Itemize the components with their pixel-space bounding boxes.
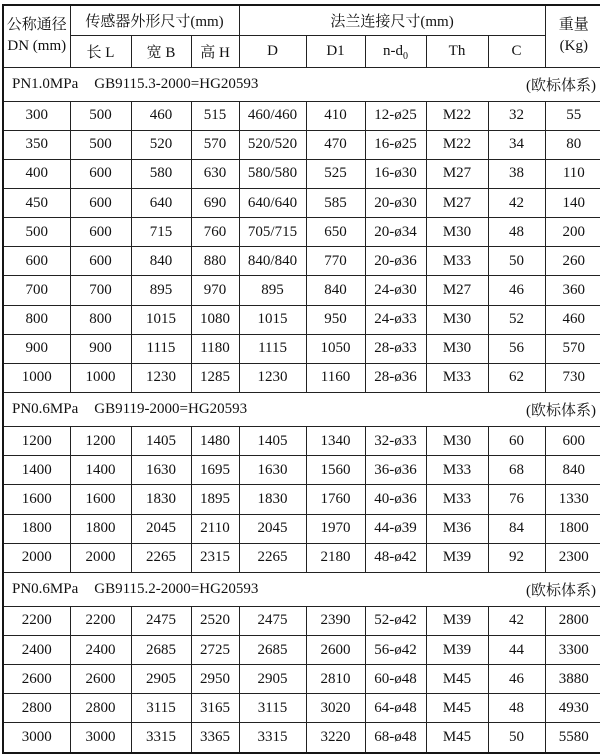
table-cell: 52-ø42 — [365, 606, 426, 635]
header-weight-line1: 重量 — [558, 16, 589, 33]
table-cell: 580 — [131, 159, 191, 188]
table-cell: 2475 — [239, 606, 306, 635]
table-cell: 570 — [545, 334, 600, 363]
table-cell: 2800 — [545, 606, 600, 635]
table-cell: 900 — [70, 334, 131, 363]
table-row — [3, 723, 600, 753]
table-cell: 700 — [70, 276, 131, 305]
table-row — [3, 456, 600, 485]
table-cell: 600 — [70, 188, 131, 217]
table-cell: M22 — [426, 130, 488, 159]
table-cell: 260 — [545, 247, 600, 276]
header-weight — [545, 5, 600, 67]
section-pressure-label: PN0.6MPa — [12, 401, 79, 418]
header-col-nd0 — [365, 35, 426, 67]
table-cell: 2315 — [191, 543, 239, 572]
table-cell: 500 — [70, 101, 131, 130]
table-cell: 2110 — [191, 514, 239, 543]
table-cell: 2475 — [131, 606, 191, 635]
table-cell: 840 — [131, 247, 191, 276]
section-standard-label: GB9119-2000=HG20593 — [94, 401, 248, 418]
table-row — [3, 130, 600, 159]
table-cell: 84 — [488, 514, 545, 543]
table-cell: 1340 — [306, 427, 365, 456]
table-cell: 515 — [191, 101, 239, 130]
table-cell: M45 — [426, 694, 488, 723]
table-cell: 880 — [191, 247, 239, 276]
table-cell: 650 — [306, 218, 365, 247]
header-row-groups — [3, 5, 600, 35]
section-note-label: (欧标体系) — [526, 582, 597, 599]
section-header-row — [3, 572, 600, 606]
header-row-columns — [3, 35, 600, 67]
table-cell: 3115 — [239, 694, 306, 723]
table-cell: M33 — [426, 363, 488, 392]
table-cell: M39 — [426, 606, 488, 635]
table-row — [3, 427, 600, 456]
table-cell: 715 — [131, 218, 191, 247]
header-dn-line2: DN (mm) — [7, 38, 67, 55]
table-cell: 50 — [488, 247, 545, 276]
table-cell: 2520 — [191, 606, 239, 635]
table-cell: 1080 — [191, 305, 239, 334]
section-standard-label: GB9115.3-2000=HG20593 — [94, 75, 259, 92]
table-cell: 895 — [131, 276, 191, 305]
table-cell: 1630 — [131, 456, 191, 485]
table-cell: 600 — [545, 427, 600, 456]
table-cell: 1115 — [239, 334, 306, 363]
nd-base: n-d — [383, 42, 404, 59]
table-cell: M30 — [426, 305, 488, 334]
table-cell: 1560 — [306, 456, 365, 485]
section-pressure-label: PN0.6MPa — [12, 580, 79, 597]
header-col-c: C — [488, 35, 545, 67]
table-row — [3, 101, 600, 130]
table-cell: 62 — [488, 363, 545, 392]
table-row — [3, 363, 600, 392]
table-cell: 2200 — [3, 606, 70, 635]
table-cell: M30 — [426, 427, 488, 456]
table-cell: 3880 — [545, 665, 600, 694]
table-row — [3, 276, 600, 305]
table-cell: 92 — [488, 543, 545, 572]
table-cell: 1405 — [131, 427, 191, 456]
table-cell: 1405 — [239, 427, 306, 456]
table-cell: 2045 — [131, 514, 191, 543]
table-cell: 1285 — [191, 363, 239, 392]
table-cell: 24-ø30 — [365, 276, 426, 305]
table-cell: 60-ø48 — [365, 665, 426, 694]
table-cell: 2265 — [239, 543, 306, 572]
table-cell: 55 — [545, 101, 600, 130]
table-cell: 900 — [3, 334, 70, 363]
table-cell: M22 — [426, 101, 488, 130]
table-row — [3, 188, 600, 217]
table-cell: 1800 — [3, 514, 70, 543]
header-col-height: 高 H — [191, 35, 239, 67]
header-dn — [3, 5, 70, 67]
header-sensor-group: 传感器外形尺寸(mm) — [70, 5, 239, 35]
table-row — [3, 218, 600, 247]
table-cell: 2905 — [131, 665, 191, 694]
table-cell: 1695 — [191, 456, 239, 485]
table-cell: 840 — [306, 276, 365, 305]
section-header-cell — [3, 67, 600, 101]
flange-dimension-table — [2, 4, 600, 754]
table-cell: 16-ø30 — [365, 159, 426, 188]
header-col-th: Th — [426, 35, 488, 67]
header-dn-line1: 公称通径 — [6, 16, 67, 33]
table-cell: 520 — [131, 130, 191, 159]
table-cell: 585 — [306, 188, 365, 217]
table-cell: 460 — [131, 101, 191, 130]
table-cell: 690 — [191, 188, 239, 217]
table-cell: 1230 — [239, 363, 306, 392]
nd-subscript: 0 — [403, 50, 409, 62]
table-row — [3, 305, 600, 334]
table-cell: 38 — [488, 159, 545, 188]
table-cell: 840/840 — [239, 247, 306, 276]
table-cell: 2400 — [3, 636, 70, 665]
header-flange-group: 法兰连接尺寸(mm) — [239, 5, 545, 35]
table-cell: 840 — [545, 456, 600, 485]
section-header-row — [3, 67, 600, 101]
table-cell: 800 — [3, 305, 70, 334]
table-cell: 2045 — [239, 514, 306, 543]
table-cell: 350 — [3, 130, 70, 159]
table-cell: 3315 — [239, 723, 306, 753]
section-pressure-label: PN1.0MPa — [12, 75, 79, 92]
table-cell: 705/715 — [239, 218, 306, 247]
table-cell: 600 — [70, 218, 131, 247]
table-cell: 2725 — [191, 636, 239, 665]
section-note-label: (欧标体系) — [526, 403, 597, 420]
table-cell: 1600 — [3, 485, 70, 514]
table-cell: 110 — [545, 159, 600, 188]
table-cell: 60 — [488, 427, 545, 456]
table-cell: 3365 — [191, 723, 239, 753]
table-cell: 40-ø36 — [365, 485, 426, 514]
table-cell: M33 — [426, 485, 488, 514]
table-cell: 1050 — [306, 334, 365, 363]
table-cell: 56 — [488, 334, 545, 363]
table-cell: 3300 — [545, 636, 600, 665]
table-cell: 525 — [306, 159, 365, 188]
table-cell: 76 — [488, 485, 545, 514]
table-cell: 68-ø48 — [365, 723, 426, 753]
table-row — [3, 694, 600, 723]
table-cell: 450 — [3, 188, 70, 217]
table-cell: 34 — [488, 130, 545, 159]
table-body — [3, 67, 600, 753]
table-cell: M39 — [426, 543, 488, 572]
table-cell: 460 — [545, 305, 600, 334]
table-row — [3, 159, 600, 188]
table-cell: 64-ø48 — [365, 694, 426, 723]
table-cell: 1400 — [3, 456, 70, 485]
table-row — [3, 606, 600, 635]
table-cell: 20-ø30 — [365, 188, 426, 217]
table-cell: 1800 — [545, 514, 600, 543]
table-cell: 16-ø25 — [365, 130, 426, 159]
table-cell: 32 — [488, 101, 545, 130]
table-cell: 1400 — [70, 456, 131, 485]
table-cell: M39 — [426, 636, 488, 665]
table-cell: 800 — [70, 305, 131, 334]
table-cell: M33 — [426, 247, 488, 276]
table-cell: 970 — [191, 276, 239, 305]
table-cell: 1015 — [131, 305, 191, 334]
table-cell: 2200 — [70, 606, 131, 635]
table-cell: 1230 — [131, 363, 191, 392]
section-header-cell — [3, 393, 600, 427]
table-cell: 68 — [488, 456, 545, 485]
header-col-length: 长 L — [70, 35, 131, 67]
table-cell: 3000 — [70, 723, 131, 753]
table-row — [3, 247, 600, 276]
table-cell: 48 — [488, 218, 545, 247]
table-cell: 580/580 — [239, 159, 306, 188]
table-row — [3, 543, 600, 572]
table-cell: M45 — [426, 723, 488, 753]
table-cell: 1000 — [70, 363, 131, 392]
table-cell: 1895 — [191, 485, 239, 514]
table-cell: M27 — [426, 159, 488, 188]
table-cell: 1115 — [131, 334, 191, 363]
table-row — [3, 514, 600, 543]
table-cell: 52 — [488, 305, 545, 334]
table-header — [3, 5, 600, 67]
table-cell: 1760 — [306, 485, 365, 514]
table-cell: 48 — [488, 694, 545, 723]
table-cell: 1200 — [70, 427, 131, 456]
table-cell: 2685 — [239, 636, 306, 665]
table-cell: 1600 — [70, 485, 131, 514]
table-cell: 600 — [70, 247, 131, 276]
table-cell: M30 — [426, 218, 488, 247]
table-cell: 2265 — [131, 543, 191, 572]
table-cell: 56-ø42 — [365, 636, 426, 665]
header-weight-line2: (Kg) — [559, 38, 588, 55]
table-cell: 2180 — [306, 543, 365, 572]
table-cell: 2800 — [3, 694, 70, 723]
table-cell: M45 — [426, 665, 488, 694]
table-cell: 1970 — [306, 514, 365, 543]
table-cell: 42 — [488, 188, 545, 217]
table-row — [3, 636, 600, 665]
table-cell: 32-ø33 — [365, 427, 426, 456]
table-row — [3, 485, 600, 514]
table-cell: 2390 — [306, 606, 365, 635]
table-cell: 50 — [488, 723, 545, 753]
table-cell: 700 — [3, 276, 70, 305]
table-cell: 600 — [3, 247, 70, 276]
table-cell: 46 — [488, 276, 545, 305]
table-cell: 1800 — [70, 514, 131, 543]
table-cell: 200 — [545, 218, 600, 247]
table-cell: M27 — [426, 188, 488, 217]
table-cell: 2600 — [70, 665, 131, 694]
table-cell: 42 — [488, 606, 545, 635]
table-cell: 4930 — [545, 694, 600, 723]
table-cell: 2600 — [306, 636, 365, 665]
table-cell: 760 — [191, 218, 239, 247]
table-cell: M36 — [426, 514, 488, 543]
table-cell: 1330 — [545, 485, 600, 514]
table-cell: 3165 — [191, 694, 239, 723]
table-cell: 3000 — [3, 723, 70, 753]
table-cell: 2000 — [3, 543, 70, 572]
table-cell: 2685 — [131, 636, 191, 665]
table-cell: 1200 — [3, 427, 70, 456]
table-cell: 630 — [191, 159, 239, 188]
table-cell: M33 — [426, 456, 488, 485]
table-cell: 470 — [306, 130, 365, 159]
table-cell: 500 — [70, 130, 131, 159]
table-cell: 3315 — [131, 723, 191, 753]
table-cell: 2800 — [70, 694, 131, 723]
table-cell: 640/640 — [239, 188, 306, 217]
table-row — [3, 665, 600, 694]
table-cell: 2400 — [70, 636, 131, 665]
table-cell: 570 — [191, 130, 239, 159]
table-cell: 3220 — [306, 723, 365, 753]
table-cell: 300 — [3, 101, 70, 130]
table-cell: 2950 — [191, 665, 239, 694]
table-cell: 1830 — [239, 485, 306, 514]
table-cell: 400 — [3, 159, 70, 188]
table-cell: 1480 — [191, 427, 239, 456]
table-cell: 950 — [306, 305, 365, 334]
table-cell: 3020 — [306, 694, 365, 723]
section-header-cell — [3, 572, 600, 606]
table-cell: 770 — [306, 247, 365, 276]
table-cell: 1180 — [191, 334, 239, 363]
section-header-row — [3, 393, 600, 427]
table-cell: 24-ø33 — [365, 305, 426, 334]
table-cell: 1830 — [131, 485, 191, 514]
table-cell: 28-ø36 — [365, 363, 426, 392]
table-cell: 500 — [3, 218, 70, 247]
section-standard-label: GB9115.2-2000=HG20593 — [94, 580, 259, 597]
table-cell: 410 — [306, 101, 365, 130]
table-cell: 5580 — [545, 723, 600, 753]
table-cell: 640 — [131, 188, 191, 217]
table-cell: 2000 — [70, 543, 131, 572]
header-col-d1: D1 — [306, 35, 365, 67]
table-cell: 3115 — [131, 694, 191, 723]
table-cell: 140 — [545, 188, 600, 217]
table-cell: 600 — [70, 159, 131, 188]
table-cell: 20-ø34 — [365, 218, 426, 247]
table-cell: M30 — [426, 334, 488, 363]
table-cell: 730 — [545, 363, 600, 392]
table-row — [3, 334, 600, 363]
table-cell: 1630 — [239, 456, 306, 485]
table-cell: 46 — [488, 665, 545, 694]
table-cell: 1015 — [239, 305, 306, 334]
section-note-label: (欧标体系) — [526, 77, 597, 94]
table-cell: 44-ø39 — [365, 514, 426, 543]
table-cell: 80 — [545, 130, 600, 159]
table-cell: 895 — [239, 276, 306, 305]
table-cell: 20-ø36 — [365, 247, 426, 276]
table-cell: 2905 — [239, 665, 306, 694]
table-cell: 520/520 — [239, 130, 306, 159]
table-cell: 2300 — [545, 543, 600, 572]
table-cell: M27 — [426, 276, 488, 305]
table-cell: 28-ø33 — [365, 334, 426, 363]
header-col-width: 宽 B — [131, 35, 191, 67]
table-cell: 360 — [545, 276, 600, 305]
table-cell: 36-ø36 — [365, 456, 426, 485]
header-col-d: D — [239, 35, 306, 67]
table-cell: 1160 — [306, 363, 365, 392]
table-cell: 2810 — [306, 665, 365, 694]
table-cell: 12-ø25 — [365, 101, 426, 130]
table-cell: 1000 — [3, 363, 70, 392]
table-cell: 44 — [488, 636, 545, 665]
table-cell: 2600 — [3, 665, 70, 694]
table-cell: 460/460 — [239, 101, 306, 130]
table-cell: 48-ø42 — [365, 543, 426, 572]
